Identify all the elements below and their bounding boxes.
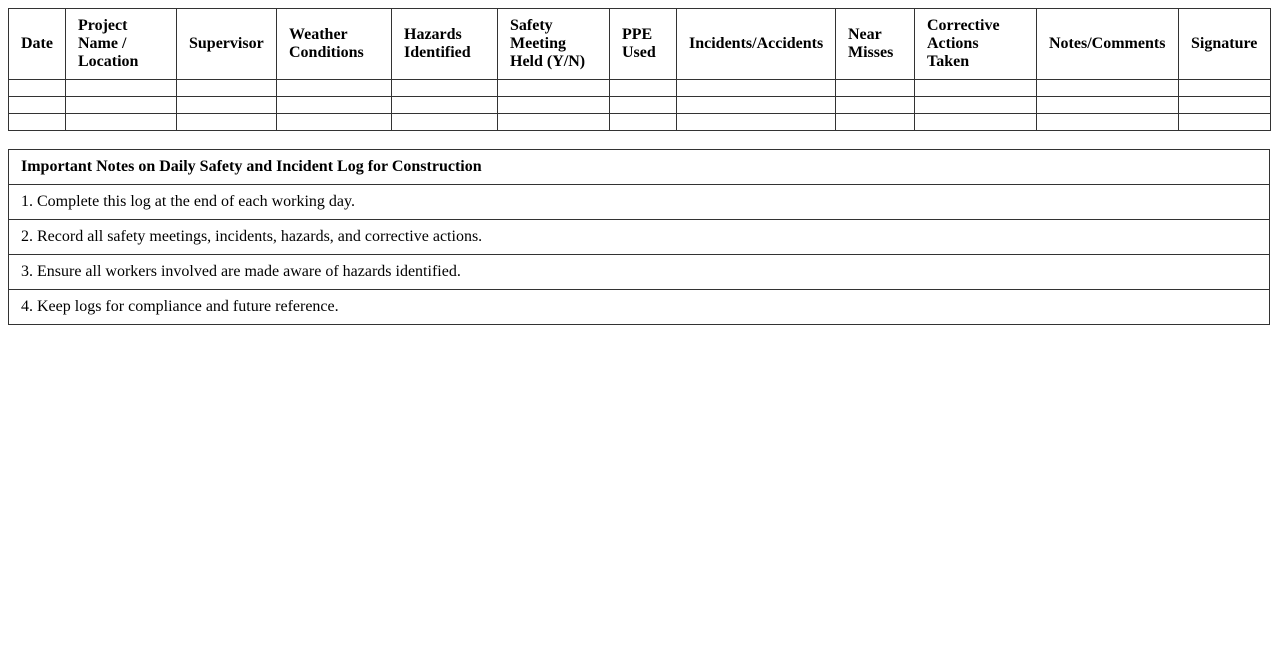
notes-title: Important Notes on Daily Safety and Incident Log for Construction [9, 150, 1270, 185]
table-row [9, 80, 1271, 97]
table-cell[interactable] [915, 97, 1037, 114]
column-header-project: Project Name / Location [66, 9, 177, 80]
table-cell[interactable] [836, 97, 915, 114]
table-cell[interactable] [392, 97, 498, 114]
table-cell[interactable] [498, 97, 610, 114]
table-cell[interactable] [677, 97, 836, 114]
table-cell[interactable] [177, 114, 277, 131]
table-cell[interactable] [66, 80, 177, 97]
column-header-near-misses: Near Misses [836, 9, 915, 80]
table-cell[interactable] [677, 114, 836, 131]
table-cell[interactable] [9, 80, 66, 97]
column-header-safety-meeting: Safety Meeting Held (Y/N) [498, 9, 610, 80]
column-header-incidents: Incidents/Accidents [677, 9, 836, 80]
table-cell[interactable] [1037, 114, 1179, 131]
table-cell[interactable] [610, 114, 677, 131]
table-cell[interactable] [177, 80, 277, 97]
header-row [9, 9, 1271, 80]
note-item [9, 185, 1270, 220]
column-header-notes: Notes/Comments [1037, 9, 1179, 80]
table-cell[interactable] [392, 80, 498, 97]
table-cell[interactable] [277, 80, 392, 97]
table-cell[interactable] [1179, 80, 1271, 97]
daily-safety-log-table [8, 8, 1271, 131]
column-header-signature: Signature [1179, 9, 1271, 80]
table-row [9, 97, 1271, 114]
table-cell[interactable] [66, 97, 177, 114]
table-cell[interactable] [1037, 80, 1179, 97]
table-cell[interactable] [610, 97, 677, 114]
table-cell[interactable] [1179, 97, 1271, 114]
note-text: 3. Ensure all workers involved are made aware of hazards identified. [9, 255, 1270, 290]
table-cell[interactable] [498, 114, 610, 131]
column-header-corrective-actions: Corrective Actions Taken [915, 9, 1037, 80]
column-header-ppe: PPE Used [610, 9, 677, 80]
table-cell[interactable] [66, 114, 177, 131]
important-notes-table [8, 149, 1270, 325]
note-item [9, 255, 1270, 290]
note-text: 1. Complete this log at the end of each working day. [9, 185, 1270, 220]
notes-title-row [9, 150, 1270, 185]
note-text: 4. Keep logs for compliance and future reference. [9, 290, 1270, 325]
column-header-hazards: Hazards Identified [392, 9, 498, 80]
table-cell[interactable] [836, 80, 915, 97]
table-cell[interactable] [610, 80, 677, 97]
table-cell[interactable] [9, 114, 66, 131]
table-cell[interactable] [836, 114, 915, 131]
column-header-date: Date [9, 9, 66, 80]
table-cell[interactable] [1179, 114, 1271, 131]
table-cell[interactable] [277, 97, 392, 114]
table-cell[interactable] [9, 97, 66, 114]
table-row [9, 114, 1271, 131]
note-text: 2. Record all safety meetings, incidents, hazards, and corrective actions. [9, 220, 1270, 255]
table-cell[interactable] [677, 80, 836, 97]
column-header-supervisor: Supervisor [177, 9, 277, 80]
note-item [9, 220, 1270, 255]
table-cell[interactable] [392, 114, 498, 131]
table-cell[interactable] [915, 80, 1037, 97]
table-cell[interactable] [177, 97, 277, 114]
table-cell[interactable] [915, 114, 1037, 131]
column-header-weather: Weather Conditions [277, 9, 392, 80]
note-item [9, 290, 1270, 325]
table-cell[interactable] [498, 80, 610, 97]
table-cell[interactable] [1037, 97, 1179, 114]
table-cell[interactable] [277, 114, 392, 131]
